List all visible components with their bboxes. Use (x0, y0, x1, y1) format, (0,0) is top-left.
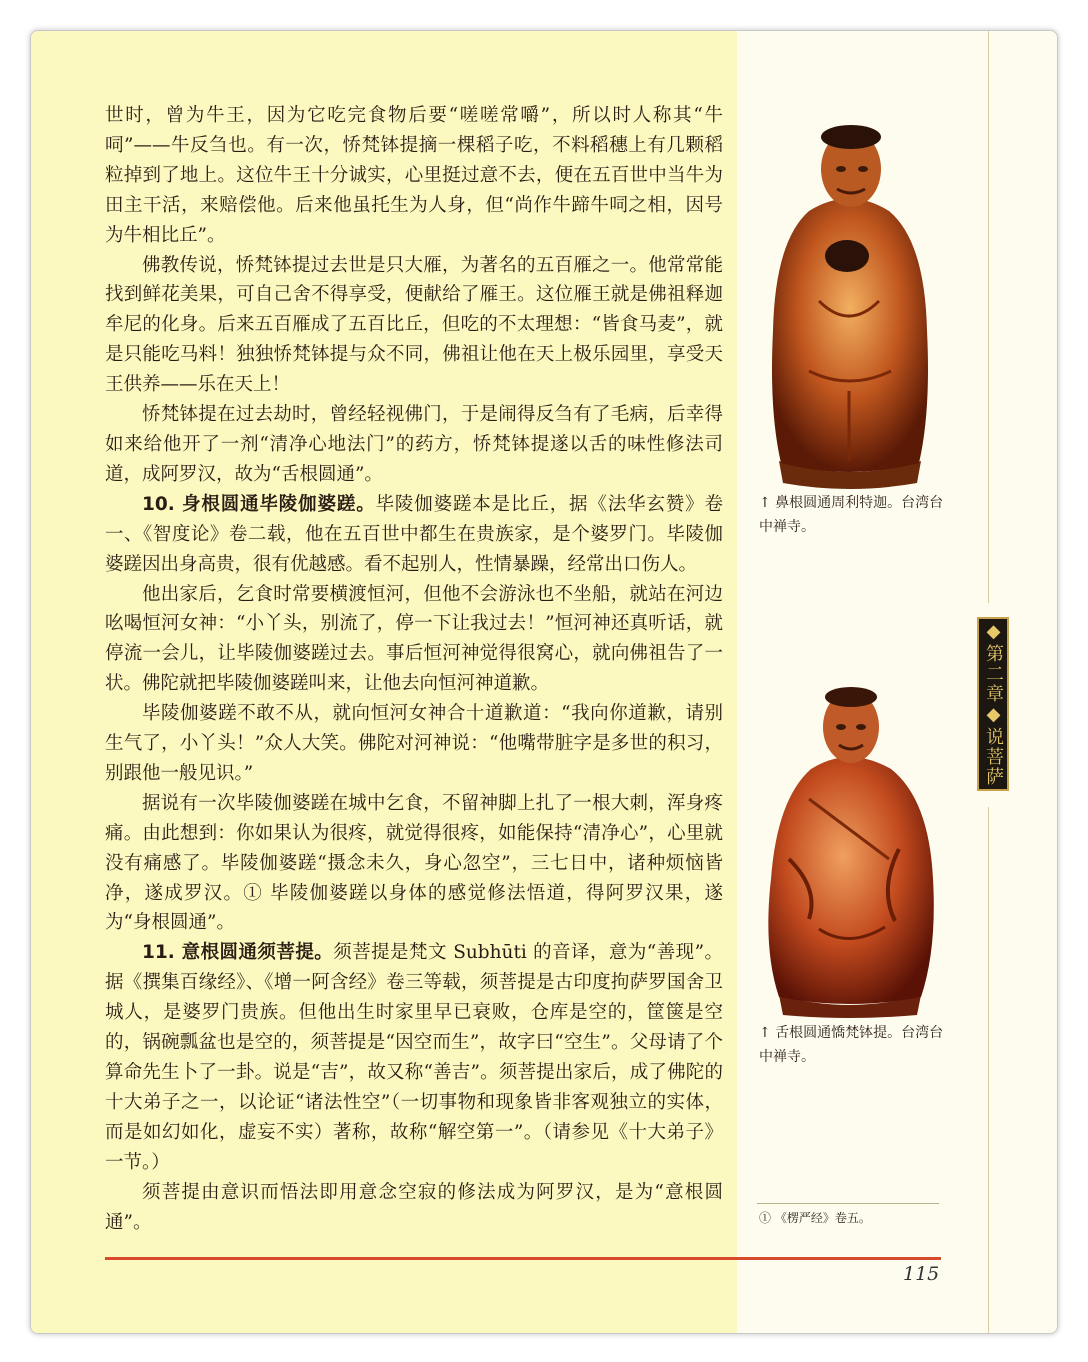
paragraph (105, 580, 723, 700)
paragraph (105, 938, 723, 1177)
page (30, 30, 1058, 1334)
statue-photo-2 (749, 659, 949, 1019)
paragraph (105, 789, 723, 939)
paragraph (105, 1178, 723, 1238)
footnote: ① 《楞严经》卷五。 (759, 1211, 871, 1225)
figure-caption-1: ↑ 鼻根圆通周利特迦。台湾台中禅寺。 (759, 495, 944, 535)
statue-image (749, 659, 949, 1019)
chapter-side-tab: ◆第二章◆说菩萨 (977, 617, 1009, 791)
paragraph (105, 490, 723, 580)
paragraph-text: 佛教传说，㤭梵钵提过去世是只大雁，为著名的五百雁之一。他常常能找到鲜花美果，可自己舍不得享受，便献给了雁王。这位雁王就是佛祖释迦牟尼的化身。后来五百雁成了五百比丘，但吃的不太理想：“皆食马麦”，就是只能吃马料！独独㤭梵钵提与众不同，佛祖让他在天上极乐园里，享受天王供养——乐在天上！ (105, 254, 723, 396)
statue-image (749, 91, 949, 491)
paragraph (105, 251, 723, 401)
paragraph-heading: 11. 意根圆通须菩提。 (142, 942, 334, 964)
footnote-divider (757, 1203, 939, 1204)
figure-caption-2: ↑ 舌根圆通憍梵钵提。台湾台中禅寺。 (759, 1025, 944, 1065)
body-text (105, 101, 723, 1237)
side-divider (988, 31, 989, 603)
paragraph-text: 据说有一次毕陵伽婆蹉在城中乞食，不留神脚上扎了一根大刺，浑身疼痛。由此想到：你如果认为很疼，就觉得很疼，如能保持“清净心”，心里就没有痛感了。毕陵伽婆蹉“摄念未久，身心忽空”，三七日中，诸种烦恼皆净，遂成罗汉。① 毕陵伽婆蹉以身体的感觉修法悟道，得阿罗汉果，遂为“身根圆通”。 (105, 792, 723, 934)
paragraph (105, 101, 723, 251)
bottom-rule (105, 1257, 941, 1260)
paragraph-text: 世时，曾为牛王，因为它吃完食物后要“嗟嗟常嚼”，所以时人称其“牛呞”——牛反刍也。有一次，㤭梵钵提摘一棵稻子吃，不料稻穗上有几颗稻粒掉到了地上。这位牛王十分诚实，心里挺过意不去，便在五百世中当牛为田主干活，来赔偿他。后来他虽托生为人身，但“尚作牛蹄牛呞之相，因号为牛相比丘”。 (105, 105, 723, 246)
page-number: 115 (903, 1263, 940, 1285)
side-divider-lower (988, 807, 989, 1333)
paragraph (105, 699, 723, 789)
statue-photo-1 (749, 91, 949, 491)
paragraph-heading: 10. 身根圆通毕陵伽婆蹉。 (142, 493, 376, 515)
paragraph-text: 毕陵伽婆蹉不敢不从，就向恒河女神合十道歉道：“我向你道歉，请别生气了，小丫头！”众人大笑。佛陀对河神说：“他嘴带脏字是多世的积习，别跟他一般见识。” (105, 703, 723, 784)
paragraph (105, 400, 723, 490)
paragraph-text: 他出家后，乞食时常要横渡恒河，但他不会游泳也不坐船，就站在河边吆喝恒河女神：“小丫头，别流了，停一下让我过去！”恒河神还真听话，就停流一会儿，让毕陵伽婆蹉过去。事后恒河神觉得很窝心，就向佛祖告了一状。佛陀就把毕陵伽婆蹉叫来，让他去向恒河神道歉。 (105, 583, 723, 695)
paragraph-text: 须菩提是梵文 Subhūti 的音译，意为“善现”。据《撰集百缘经》、《增一阿含经》卷三等载，须菩提是古印度拘萨罗国舍卫城人，是婆罗门贵族。但他出生时家里早已衰败，仓库是空的，筐箧是空的，锅碗瓢盆也是空的，须菩提是“因空而生”，故字曰“空生”。父母请了个算命先生卜了一卦。说是“吉”，故又称“善吉”。须菩提出家后，成了佛陀的十大弟子之一，以论证“诸法性空”（一切事物和现象皆非客观独立的实体，而是如幻如化，虚妄不实）著称，故称“解空第一”。（请参见《十大弟子》一节。） (105, 942, 723, 1173)
paragraph-text: 须菩提由意识而悟法即用意念空寂的修法成为阿罗汉，是为“意根圆通”。 (105, 1181, 723, 1233)
paragraph-text: 毕陵伽婆蹉本是比丘，据《法华玄赞》卷一、《智度论》卷二载，他在五百世中都生在贵族家，是个婆罗门。毕陵伽婆蹉因出身高贵，很有优越感。看不起别人，性情暴躁，经常出口伤人。 (105, 493, 723, 575)
paragraph-text: 㤭梵钵提在过去劫时，曾经轻视佛门，于是闹得反刍有了毛病，后幸得如来给他开了一剂“清净心地法门”的药方，㤭梵钵提遂以舌的味性修法司道，成阿罗汉，故为“舌根圆通”。 (105, 404, 723, 485)
